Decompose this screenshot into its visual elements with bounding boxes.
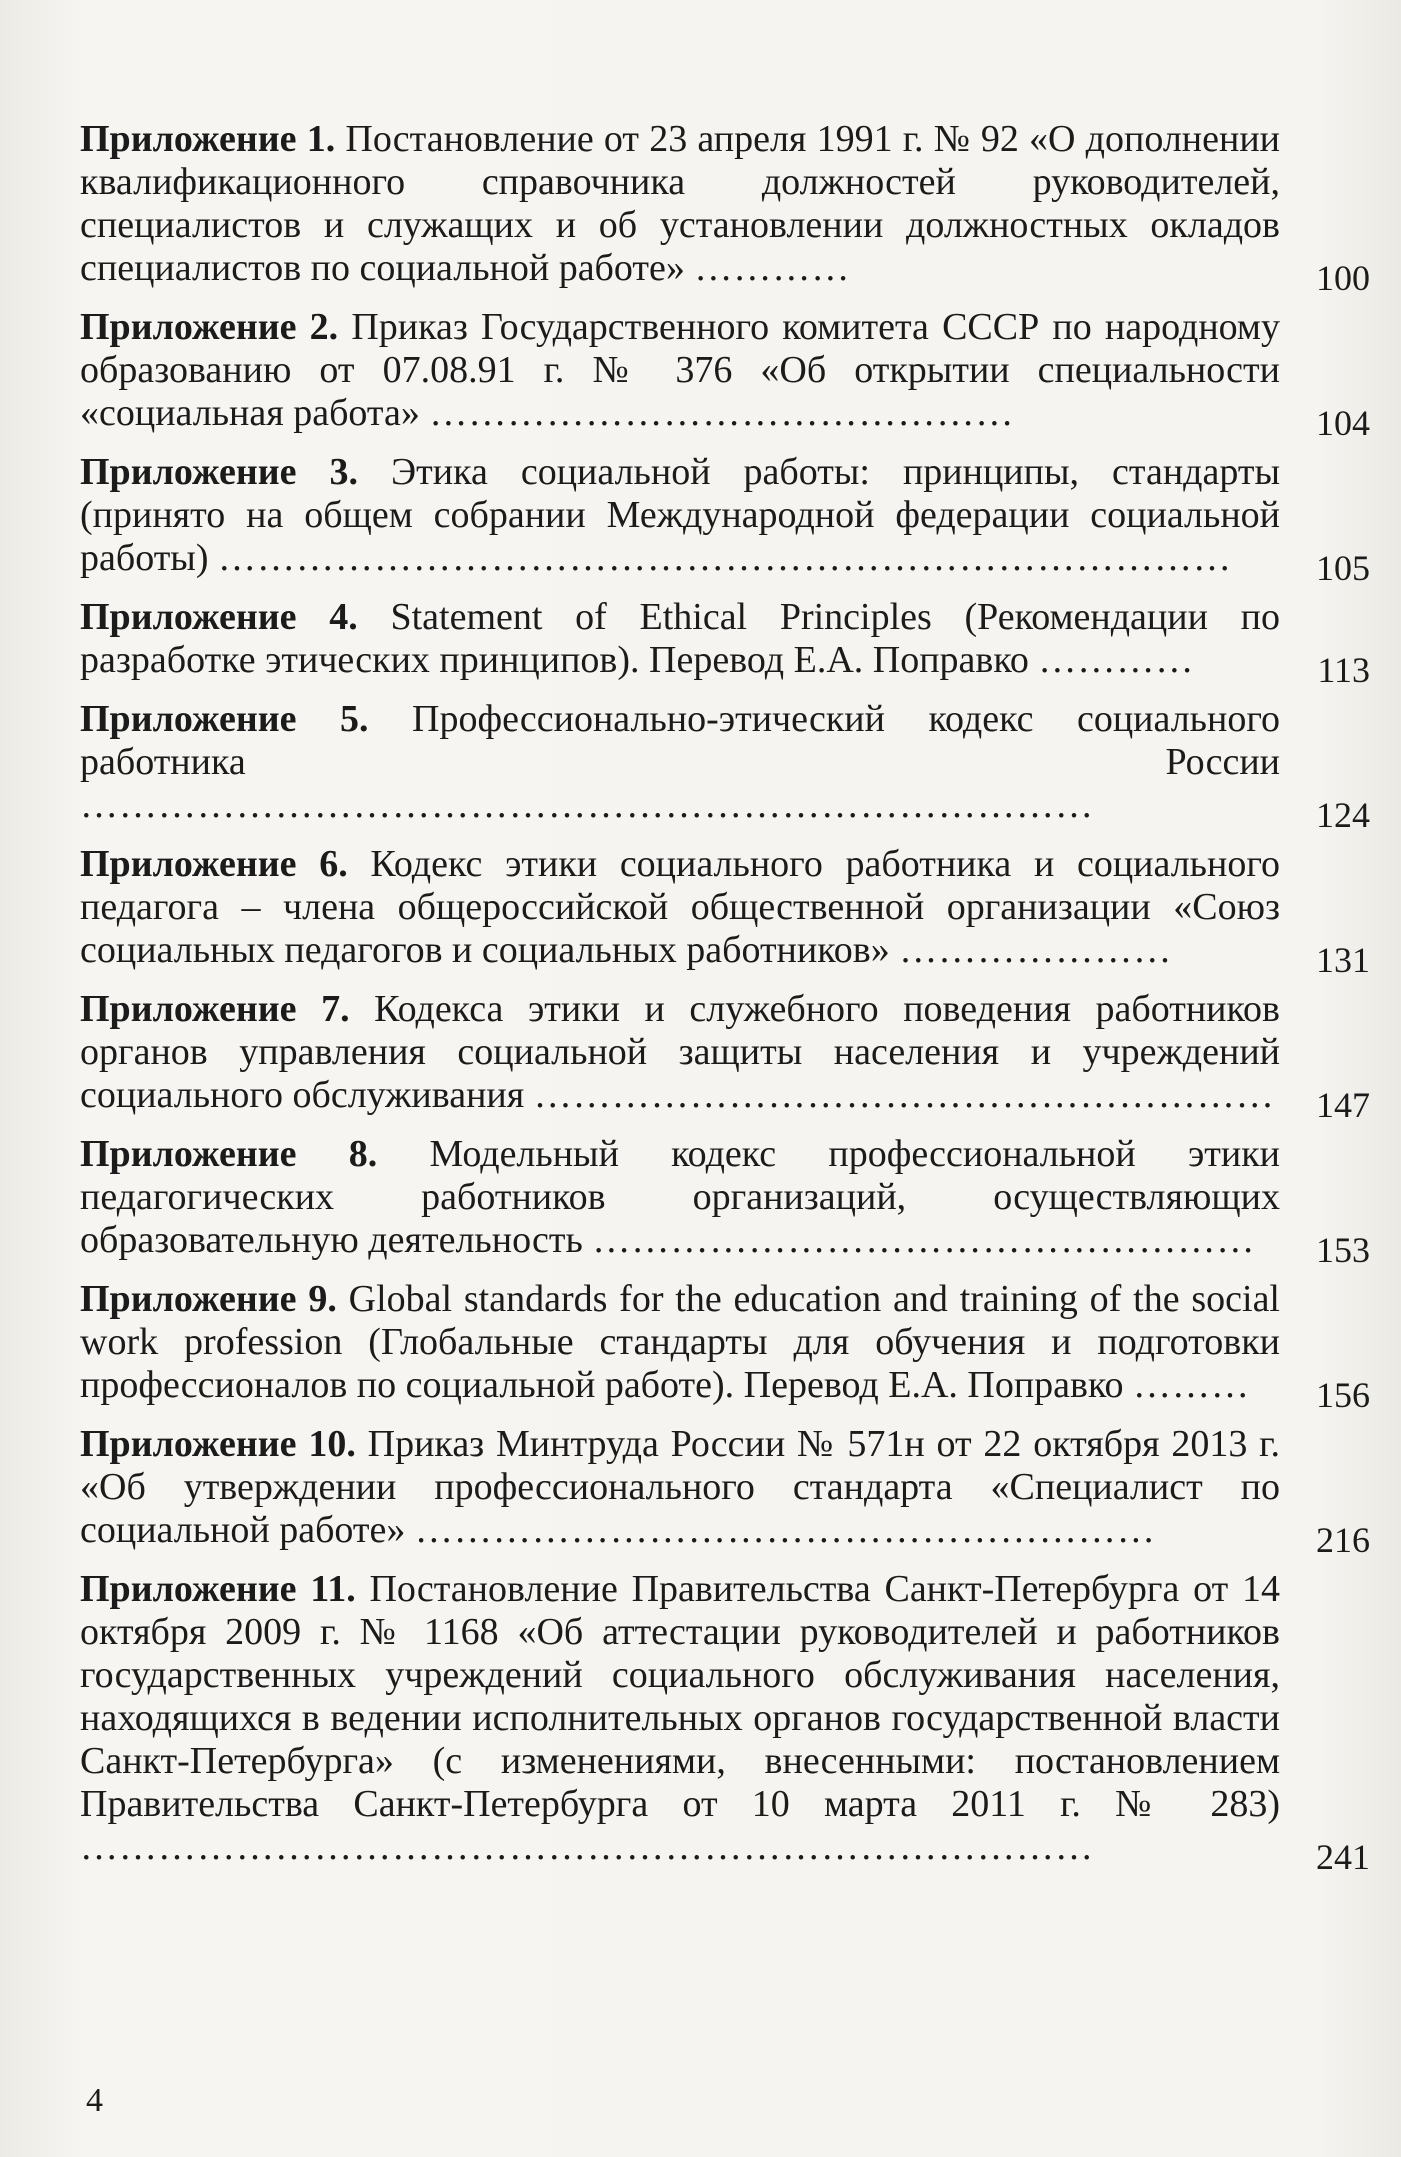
toc-entry-title: Приказ Минтруда России № 571н от 22 октября 2013 г. «Об утверждении профессионального стандарта «Специалист по социальной работе» — [80, 1423, 1280, 1551]
toc-entry-text — [80, 988, 1280, 1117]
leader-dots: ………………… — [899, 929, 1173, 971]
toc-entry-text — [80, 1278, 1280, 1407]
toc-entry-text — [80, 1423, 1280, 1552]
leader-dots: …………………………………………………………………… — [80, 1826, 1094, 1868]
toc-entry-9[interactable] — [80, 1278, 1370, 1415]
toc-entry-lead: Приложение 6. — [80, 843, 348, 885]
toc-entry-title: Кодекса этики и служебного поведения работников органов управления социальной защиты населения и учреждений социального обслуживания — [80, 988, 1280, 1116]
toc-entry-lead: Приложение 7. — [80, 988, 350, 1030]
toc-entry-text — [80, 1568, 1280, 1869]
toc-entry-7[interactable] — [80, 988, 1370, 1125]
toc-entry-title: Кодекс этики социального работника и социального педагога – члена общероссийской общественной организации «Союз социальных педагогов и социальных работников» — [80, 843, 1280, 971]
leader-dots: ……… — [1133, 1364, 1251, 1406]
toc-entry-text — [80, 118, 1280, 290]
toc-entry-lead: Приложение 10. — [80, 1423, 356, 1465]
toc-page-number: 216 — [1316, 1520, 1370, 1560]
toc-entry-text — [80, 698, 1280, 827]
toc-entry-8[interactable] — [80, 1133, 1370, 1270]
toc-page-number: 113 — [1317, 650, 1370, 690]
leader-dots: ………… — [694, 247, 851, 289]
toc-entry-lead: Приложение 5. — [80, 698, 369, 740]
leader-dots: ………………………………………………… — [414, 1509, 1156, 1551]
toc-entry-4[interactable] — [80, 596, 1370, 690]
toc-entry-title: Приказ Государственного комитета СССР по народному образованию от 07.08.91 г. № 376 «Об открытии специальности «социальная работа» — [80, 306, 1280, 434]
table-of-contents — [80, 118, 1370, 1885]
toc-page-number: 124 — [1316, 795, 1370, 835]
toc-entry-lead: Приложение 2. — [80, 306, 339, 348]
toc-entry-lead: Приложение 3. — [80, 451, 359, 493]
leader-dots: ………… — [1038, 639, 1195, 681]
toc-entry-lead: Приложение 4. — [80, 596, 358, 638]
toc-entry-2[interactable] — [80, 306, 1370, 443]
toc-page-number: 105 — [1316, 548, 1370, 588]
toc-entry-title: Постановление от 23 апреля 1991 г. № 92 «О дополнении квалификационного справочника должностей руководителей, специалистов и служащих и об установлении должностных окладов специалистов по социальной работе» — [80, 118, 1280, 289]
toc-entry-text — [80, 596, 1280, 682]
toc-entry-lead: Приложение 11. — [80, 1568, 356, 1610]
toc-entry-title: Этика социальной работы: принципы, стандарты (принято на общем собрании Международной федерации социальной работы) — [80, 451, 1280, 579]
toc-page-number: 147 — [1316, 1085, 1370, 1125]
toc-entry-text — [80, 843, 1280, 972]
toc-entry-5[interactable] — [80, 698, 1370, 835]
toc-page-number: 153 — [1316, 1230, 1370, 1270]
leader-dots: …………………………………………………………………… — [218, 537, 1232, 579]
toc-entry-title: Профессионально-этический кодекс социального работника России — [80, 698, 1280, 783]
page-number: 4 — [86, 2082, 103, 2119]
leader-dots: …………………………………………… — [592, 1219, 1256, 1261]
toc-entry-1[interactable] — [80, 118, 1370, 298]
toc-entry-10[interactable] — [80, 1423, 1370, 1560]
toc-page-number: 241 — [1316, 1837, 1370, 1877]
toc-entry-3[interactable] — [80, 451, 1370, 588]
toc-entry-lead: Приложение 8. — [80, 1133, 378, 1175]
toc-entry-title: Модельный кодекс профессиональной этики педагогических работников организаций, осуществляющих образовательную деятельность — [80, 1133, 1280, 1261]
toc-entry-lead: Приложение 1. — [80, 118, 336, 160]
toc-page-number: 100 — [1316, 258, 1370, 298]
toc-entry-text — [80, 451, 1280, 580]
toc-entry-title: Постановление Правительства Санкт-Петербурга от 14 октября 2009 г. № 1168 «Об аттестации руководителей и работников государственных учреждений социального обслуживания населения, находящихся в ведении исполнительных органов государственной власти Санкт-Петербурга» (с изменениями, внесенными: постановлением Правительства Санкт-Петербурга от 10 марта 2011 г. № 283) — [80, 1568, 1280, 1825]
leader-dots: ……………………………………… — [429, 392, 1015, 434]
toc-entry-title: Statement of Ethical Principles (Рекомендации по разработке этических принципов). Перевод Е.А. Поправко — [80, 596, 1280, 681]
leader-dots: …………………………………………………………………… — [80, 784, 1094, 826]
toc-entry-text — [80, 306, 1280, 435]
toc-entry-lead: Приложение 9. — [80, 1278, 337, 1320]
toc-entry-11[interactable] — [80, 1568, 1370, 1877]
toc-page-number: 156 — [1316, 1375, 1370, 1415]
leader-dots: ………………………………………………… — [533, 1074, 1275, 1116]
toc-page-number: 104 — [1316, 403, 1370, 443]
toc-page-number: 131 — [1316, 940, 1370, 980]
toc-entry-text — [80, 1133, 1280, 1262]
toc-entry-6[interactable] — [80, 843, 1370, 980]
toc-entry-title: Global standards for the education and training of the social work profession (Глобальные стандарты для обучения и подготовки профессионалов по социальной работе). Перевод Е.А. Поправко — [80, 1278, 1280, 1406]
